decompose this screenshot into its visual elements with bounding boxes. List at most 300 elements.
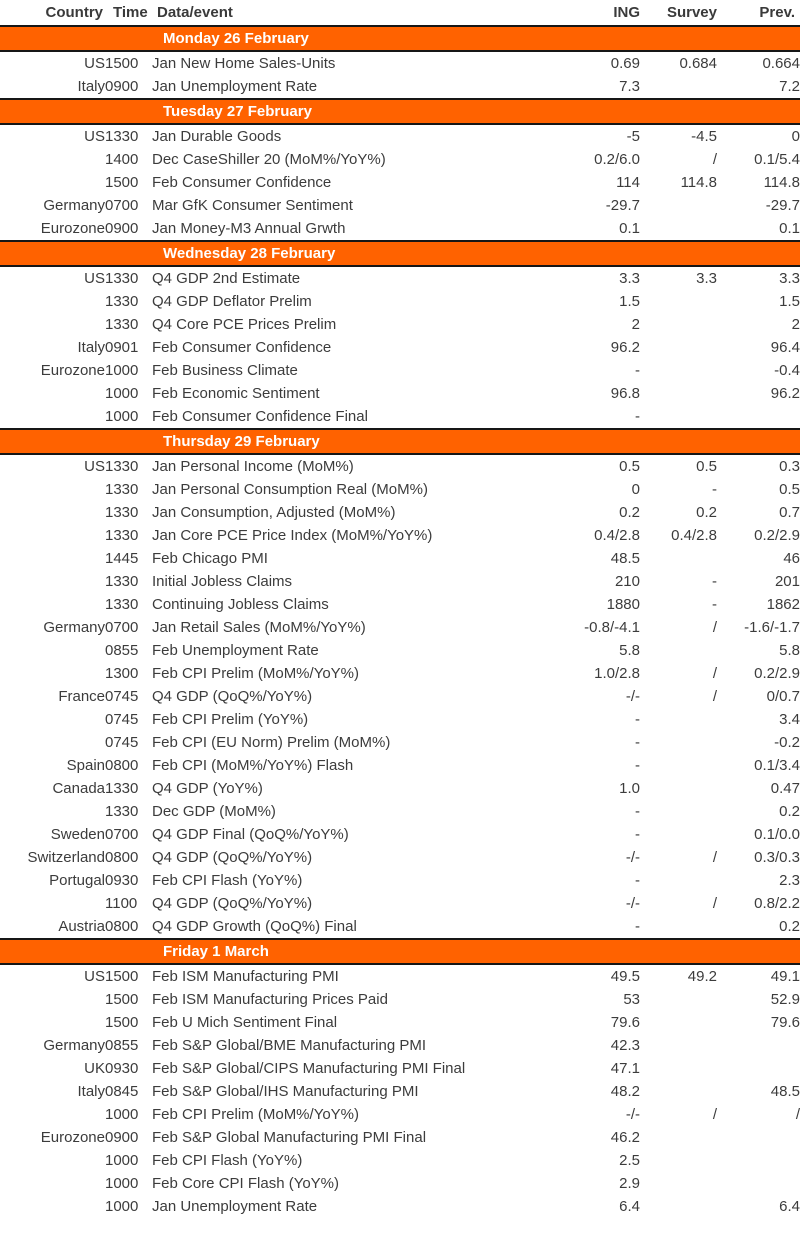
event-label: Feb Core CPI Flash (YoY%): [152, 1175, 340, 1192]
country-cell: [0, 148, 105, 171]
prev-value: [717, 1149, 800, 1172]
event-row: [0, 51, 800, 75]
ing-value: 46.2: [610, 1129, 640, 1146]
ing-value: 1.0: [619, 780, 640, 797]
event-label: Q4 GDP (YoY%): [152, 780, 263, 797]
event-row: [0, 570, 800, 593]
time-cell: 0745: [105, 688, 139, 705]
event-label: Feb ISM Manufacturing Prices Paid: [152, 991, 388, 1008]
survey-value: [640, 1126, 717, 1149]
column-header-country: Country: [45, 4, 103, 21]
country-cell: Spain: [66, 757, 105, 774]
country-cell: [0, 478, 105, 501]
ing-value: 96.8: [610, 385, 640, 402]
country-cell: [0, 405, 105, 429]
time-cell: 0700: [105, 619, 139, 636]
event-row: [0, 217, 800, 241]
event-row: [0, 708, 800, 731]
country-cell: US: [84, 128, 105, 145]
prev-value: 1.5: [779, 293, 800, 310]
ing-value: -/-: [625, 895, 640, 912]
time-cell: 0930: [105, 1060, 139, 1077]
time-cell: 1445: [105, 550, 139, 567]
prev-value: 2: [791, 316, 800, 333]
event-row: [0, 524, 800, 547]
event-row: [0, 800, 800, 823]
country-cell: [0, 662, 105, 685]
time-cell: 1330: [105, 458, 139, 475]
ing-value: -: [635, 362, 640, 379]
ing-value: 1.5: [619, 293, 640, 310]
event-row: [0, 915, 800, 939]
time-cell: 1330: [105, 527, 139, 544]
event-row: [0, 171, 800, 194]
day-band-row: [0, 26, 800, 51]
ing-value: 53: [623, 991, 640, 1008]
prev-value: [717, 405, 800, 429]
prev-value: 0.8/2.2: [754, 895, 800, 912]
survey-value: /: [712, 1106, 717, 1123]
prev-value: 0/0.7: [766, 688, 800, 705]
event-label: Jan Money-M3 Annual Grwth: [152, 220, 346, 237]
country-cell: [0, 290, 105, 313]
event-row: [0, 194, 800, 217]
ing-value: 6.4: [619, 1198, 640, 1215]
country-cell: [0, 708, 105, 731]
survey-value: /: [712, 688, 717, 705]
ing-value: 5.8: [619, 642, 640, 659]
survey-value: [640, 988, 717, 1011]
ing-value: 48.2: [610, 1083, 640, 1100]
time-cell: 0700: [105, 826, 139, 843]
event-label: Q4 GDP Final (QoQ%/YoY%): [152, 826, 349, 843]
event-row: [0, 124, 800, 148]
event-label: Feb Chicago PMI: [152, 550, 268, 567]
event-row: [0, 639, 800, 662]
header-row: [0, 0, 800, 26]
time-cell: 0900: [105, 220, 139, 237]
prev-value: -0.4: [774, 362, 800, 379]
calendar-body: [0, 26, 800, 1218]
event-label: Q4 GDP (QoQ%/YoY%): [152, 895, 313, 912]
day-band-label: Friday 1 March: [0, 939, 800, 964]
event-label: Feb U Mich Sentiment Final: [152, 1014, 338, 1031]
prev-value: [717, 1126, 800, 1149]
survey-value: [640, 1195, 717, 1218]
day-band-label: Wednesday 28 February: [0, 241, 800, 266]
ing-value: 0.2: [619, 504, 640, 521]
prev-value: [717, 1172, 800, 1195]
survey-value: 0.2: [696, 504, 717, 521]
survey-value: /: [712, 665, 717, 682]
ing-value: 48.5: [610, 550, 640, 567]
day-band-label: Tuesday 27 February: [0, 99, 800, 124]
time-cell: 1000: [105, 1198, 139, 1215]
country-cell: [0, 892, 105, 915]
column-header-prev: Prev.: [759, 4, 795, 21]
country-cell: Eurozone: [40, 1129, 105, 1146]
survey-value: -: [712, 573, 717, 590]
column-header-survey: Survey: [666, 4, 717, 21]
country-cell: US: [84, 55, 105, 72]
ing-value: 210: [614, 573, 640, 590]
day-band-row: [0, 241, 800, 266]
calendar-header: [0, 0, 800, 26]
time-cell: 0855: [105, 1037, 139, 1054]
time-cell: 0700: [105, 197, 139, 214]
survey-value: [640, 639, 717, 662]
country-cell: Eurozone: [40, 220, 105, 237]
event-row: [0, 1080, 800, 1103]
event-row: [0, 1126, 800, 1149]
ing-value: 0.1: [619, 220, 640, 237]
time-cell: 1000: [105, 1106, 139, 1123]
country-cell: US: [84, 458, 105, 475]
event-label: Dec CaseShiller 20 (MoM%/YoY%): [152, 151, 386, 168]
time-cell: 0745: [105, 711, 139, 728]
prev-value: 3.3: [779, 270, 800, 287]
prev-value: 52.9: [770, 991, 800, 1008]
time-cell: 1500: [105, 991, 139, 1008]
country-cell: [0, 731, 105, 754]
ing-value: 49.5: [610, 968, 640, 985]
prev-value: 49.1: [770, 968, 800, 985]
country-cell: Portugal: [49, 872, 105, 889]
event-row: [0, 1057, 800, 1080]
country-cell: [0, 800, 105, 823]
survey-value: 0.5: [696, 458, 717, 475]
ing-value: -/-: [625, 849, 640, 866]
ing-value: -/-: [625, 688, 640, 705]
event-row: [0, 616, 800, 639]
prev-value: 0.2/2.9: [754, 665, 800, 682]
ing-value: 47.1: [610, 1060, 640, 1077]
survey-value: [640, 382, 717, 405]
survey-value: [640, 1011, 717, 1034]
prev-value: 2.3: [779, 872, 800, 889]
survey-value: [640, 754, 717, 777]
country-cell: [0, 1011, 105, 1034]
event-row: [0, 754, 800, 777]
prev-value: /: [795, 1106, 800, 1123]
survey-value: [640, 194, 717, 217]
event-label: Initial Jobless Claims: [152, 573, 293, 590]
event-label: Jan Unemployment Rate: [152, 1198, 318, 1215]
ing-value: -: [635, 711, 640, 728]
time-cell: 1330: [105, 780, 139, 797]
time-cell: 1400: [105, 151, 139, 168]
time-cell: 1000: [105, 408, 139, 425]
time-cell: 1330: [105, 128, 139, 145]
event-label: Feb Economic Sentiment: [152, 385, 320, 402]
survey-value: [640, 800, 717, 823]
survey-value: [640, 915, 717, 939]
prev-value: 201: [774, 573, 800, 590]
survey-value: [640, 1034, 717, 1057]
country-cell: [0, 524, 105, 547]
event-label: Dec GDP (MoM%): [152, 803, 276, 820]
day-band-label: Monday 26 February: [0, 26, 800, 51]
survey-value: 114.8: [680, 174, 717, 191]
event-label: Jan Core PCE Price Index (MoM%/YoY%): [152, 527, 433, 544]
prev-value: 0.1/3.4: [754, 757, 800, 774]
survey-value: /: [712, 619, 717, 636]
column-header-event: Data/event: [157, 4, 233, 21]
ing-value: -: [635, 918, 640, 935]
event-row: [0, 478, 800, 501]
time-cell: 0800: [105, 757, 139, 774]
country-cell: Canada: [52, 780, 105, 797]
survey-value: -: [712, 596, 717, 613]
event-label: Jan Unemployment Rate: [152, 78, 318, 95]
prev-value: 0.3/0.3: [754, 849, 800, 866]
ing-value: -: [635, 734, 640, 751]
ing-value: -: [635, 872, 640, 889]
survey-value: [640, 359, 717, 382]
prev-value: 0: [791, 128, 800, 145]
event-row: [0, 777, 800, 800]
time-cell: 1330: [105, 270, 139, 287]
survey-value: [640, 1057, 717, 1080]
prev-value: 0.5: [779, 481, 800, 498]
time-cell: 1000: [105, 1152, 139, 1169]
prev-value: 46: [783, 550, 800, 567]
survey-value: [640, 290, 717, 313]
event-row: [0, 1172, 800, 1195]
time-cell: 0800: [105, 849, 139, 866]
country-cell: Sweden: [50, 826, 105, 843]
country-cell: Austria: [58, 918, 105, 935]
time-cell: 0845: [105, 1083, 139, 1100]
event-row: [0, 1011, 800, 1034]
event-label: Jan New Home Sales-Units: [152, 55, 336, 72]
country-cell: Germany: [43, 619, 105, 636]
ing-value: 2: [631, 316, 640, 333]
country-cell: UK: [84, 1060, 105, 1077]
event-label: Feb Consumer Confidence: [152, 339, 332, 356]
country-cell: [0, 382, 105, 405]
event-label: Jan Durable Goods: [152, 128, 282, 145]
prev-value: [717, 1057, 800, 1080]
ing-value: 0.4/2.8: [594, 527, 640, 544]
survey-value: /: [712, 151, 717, 168]
ing-value: 0.5: [619, 458, 640, 475]
event-row: [0, 1103, 800, 1126]
event-label: Feb Consumer Confidence: [152, 174, 332, 191]
country-cell: Germany: [43, 197, 105, 214]
country-cell: [0, 171, 105, 194]
ing-value: -: [635, 408, 640, 425]
survey-value: [640, 823, 717, 846]
event-row: [0, 823, 800, 846]
event-row: [0, 1149, 800, 1172]
event-row: [0, 382, 800, 405]
day-band-row: [0, 99, 800, 124]
country-cell: Eurozone: [40, 362, 105, 379]
event-label: Q4 GDP (QoQ%/YoY%): [152, 849, 313, 866]
time-cell: 1330: [105, 573, 139, 590]
ing-value: -: [635, 826, 640, 843]
prev-value: 0.1/0.0: [754, 826, 800, 843]
country-cell: US: [84, 270, 105, 287]
time-cell: 1330: [105, 316, 139, 333]
event-row: [0, 1034, 800, 1057]
event-label: Q4 GDP 2nd Estimate: [152, 270, 301, 287]
country-cell: [0, 570, 105, 593]
prev-value: -1.6/-1.7: [744, 619, 800, 636]
time-cell: 0800: [105, 918, 139, 935]
time-cell: 1330: [105, 803, 139, 820]
survey-value: 0.4/2.8: [671, 527, 717, 544]
event-label: Jan Personal Income (MoM%): [152, 458, 354, 475]
prev-value: 0.1: [779, 220, 800, 237]
time-cell: 1100: [105, 895, 138, 912]
event-row: [0, 964, 800, 988]
country-cell: [0, 501, 105, 524]
survey-value: [640, 336, 717, 359]
event-label: Feb ISM Manufacturing PMI: [152, 968, 339, 985]
country-cell: [0, 593, 105, 616]
event-row: [0, 1195, 800, 1218]
ing-value: 0.69: [610, 55, 640, 72]
event-row: [0, 593, 800, 616]
event-row: [0, 547, 800, 570]
ing-value: -29.7: [605, 197, 640, 214]
prev-value: 114.8: [763, 174, 800, 191]
event-row: [0, 846, 800, 869]
prev-value: 7.2: [779, 78, 800, 95]
time-cell: 0745: [105, 734, 139, 751]
country-cell: Germany: [43, 1037, 105, 1054]
event-row: [0, 336, 800, 359]
time-cell: 1000: [105, 1175, 139, 1192]
event-label: Feb CPI Prelim (MoM%/YoY%): [152, 665, 359, 682]
ing-value: 2.9: [619, 1175, 640, 1192]
country-cell: [0, 1172, 105, 1195]
time-cell: 1500: [105, 174, 139, 191]
ing-value: 7.3: [619, 78, 640, 95]
survey-value: -: [712, 481, 717, 498]
survey-value: [640, 731, 717, 754]
survey-value: [640, 405, 717, 429]
event-label: Feb Consumer Confidence Final: [152, 408, 368, 425]
event-label: Feb S&P Global Manufacturing PMI Final: [152, 1129, 427, 1146]
prev-value: 6.4: [779, 1198, 800, 1215]
time-cell: 1330: [105, 596, 139, 613]
country-cell: [0, 988, 105, 1011]
event-row: [0, 313, 800, 336]
country-cell: [0, 313, 105, 336]
event-label: Feb S&P Global/IHS Manufacturing PMI: [152, 1083, 419, 1100]
ing-value: 114: [616, 174, 640, 191]
time-cell: 1000: [105, 385, 139, 402]
prev-value: 0.7: [779, 504, 800, 521]
event-row: [0, 869, 800, 892]
column-header-time: Time: [113, 4, 148, 21]
prev-value: 3.4: [779, 711, 800, 728]
event-row: [0, 75, 800, 99]
ing-value: -: [635, 757, 640, 774]
country-cell: Italy: [77, 1083, 105, 1100]
prev-value: 0.3: [779, 458, 800, 475]
event-label: Q4 GDP Growth (QoQ%) Final: [152, 918, 357, 935]
event-label: Feb CPI (MoM%/YoY%) Flash: [152, 757, 354, 774]
ing-value: 42.3: [610, 1037, 640, 1054]
survey-value: [640, 313, 717, 336]
ing-value: 2.5: [619, 1152, 640, 1169]
prev-value: 0.664: [762, 55, 800, 72]
ing-value: 1880: [606, 596, 640, 613]
ing-value: -/-: [625, 1106, 640, 1123]
event-label: Q4 GDP Deflator Prelim: [152, 293, 312, 310]
day-band-row: [0, 939, 800, 964]
survey-value: [640, 777, 717, 800]
event-label: Feb Business Climate: [152, 362, 298, 379]
event-label: Feb CPI Flash (YoY%): [152, 1152, 303, 1169]
time-cell: 1330: [105, 504, 139, 521]
event-row: [0, 290, 800, 313]
event-row: [0, 685, 800, 708]
time-cell: 0900: [105, 78, 139, 95]
event-row: [0, 731, 800, 754]
prev-value: 96.2: [770, 385, 800, 402]
ing-value: -5: [626, 128, 640, 145]
event-label: Q4 GDP (QoQ%/YoY%): [152, 688, 313, 705]
time-cell: 1330: [105, 293, 139, 310]
time-cell: 0930: [105, 872, 139, 889]
time-cell: 0900: [105, 1129, 139, 1146]
prev-value: 96.4: [770, 339, 800, 356]
time-cell: 0855: [105, 642, 139, 659]
prev-value: 0.2: [779, 918, 800, 935]
day-band-row: [0, 429, 800, 454]
ing-value: 3.3: [619, 270, 640, 287]
country-cell: Switzerland: [27, 849, 105, 866]
event-row: [0, 501, 800, 524]
prev-value: -29.7: [765, 197, 800, 214]
event-label: Jan Consumption, Adjusted (MoM%): [152, 504, 396, 521]
event-row: [0, 988, 800, 1011]
time-cell: 0901: [105, 339, 139, 356]
day-band-label: Thursday 29 February: [0, 429, 800, 454]
ing-value: 96.2: [610, 339, 640, 356]
country-cell: [0, 1103, 105, 1126]
event-label: Jan Personal Consumption Real (MoM%): [152, 481, 428, 498]
survey-value: 49.2: [687, 968, 717, 985]
column-header-ing: ING: [613, 4, 640, 21]
survey-value: [640, 708, 717, 731]
survey-value: [640, 1149, 717, 1172]
prev-value: -0.2: [774, 734, 800, 751]
event-row: [0, 454, 800, 478]
event-row: [0, 405, 800, 429]
survey-value: [640, 217, 717, 241]
event-label: Feb CPI (EU Norm) Prelim (MoM%): [152, 734, 391, 751]
event-label: Feb CPI Prelim (YoY%): [152, 711, 309, 728]
survey-value: 0.684: [679, 55, 717, 72]
prev-value: [717, 1034, 800, 1057]
survey-value: 3.3: [696, 270, 717, 287]
prev-value: 5.8: [779, 642, 800, 659]
country-cell: France: [58, 688, 105, 705]
event-row: [0, 148, 800, 171]
time-cell: 1000: [105, 362, 139, 379]
event-label: Feb Unemployment Rate: [152, 642, 319, 659]
time-cell: 1500: [105, 55, 139, 72]
event-label: Q4 Core PCE Prices Prelim: [152, 316, 337, 333]
country-cell: [0, 547, 105, 570]
event-label: Feb S&P Global/CIPS Manufacturing PMI Final: [152, 1060, 466, 1077]
